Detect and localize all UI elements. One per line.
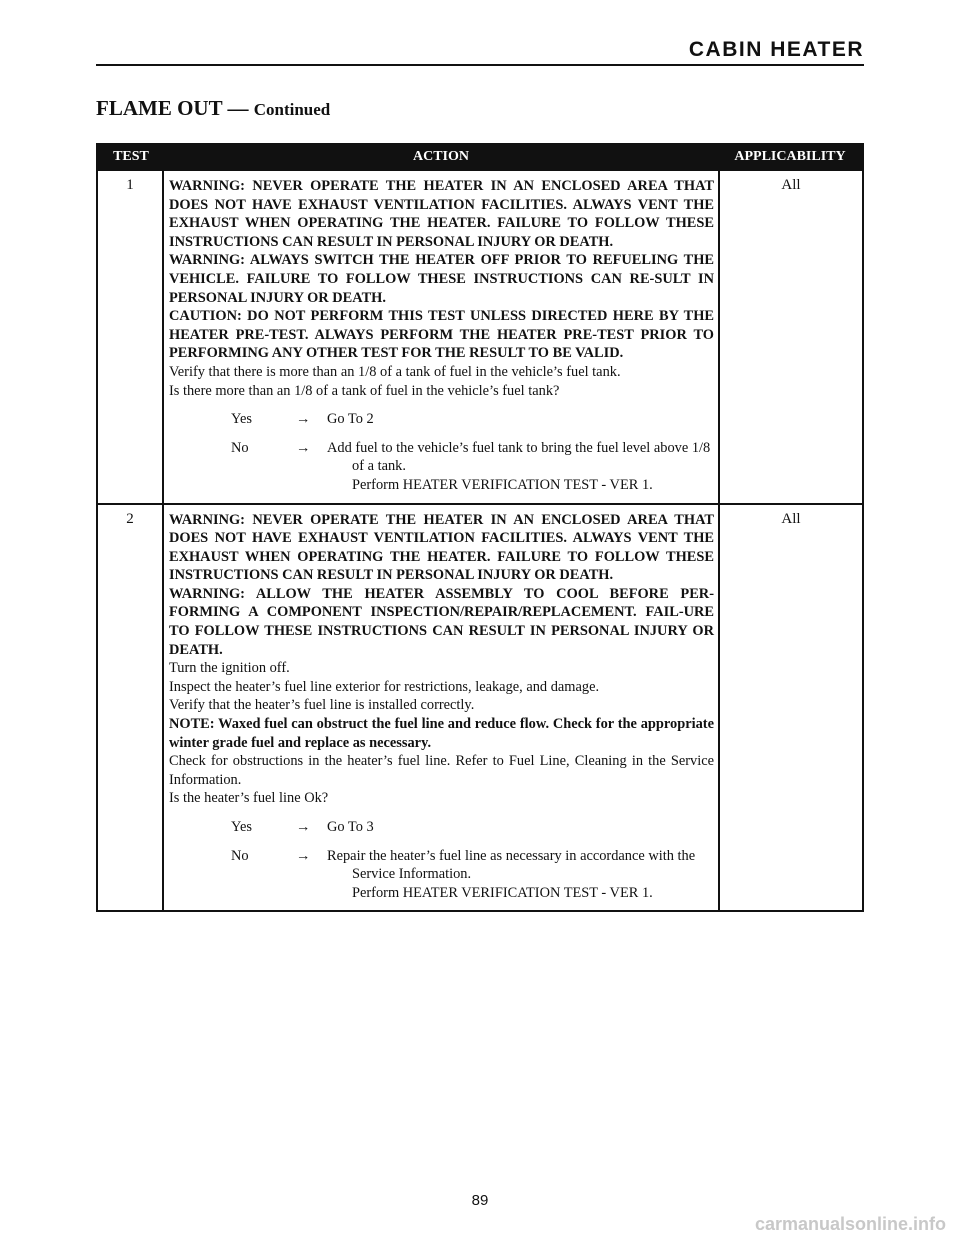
action-cell	[164, 505, 720, 911]
title-continued: Continued	[253, 100, 331, 119]
answer-result: Go To 2	[327, 411, 374, 428]
question-text: Is there more than an 1/8 of a tank of fuel in the vehicle’s fuel tank?	[169, 382, 560, 399]
answer-yes	[169, 410, 714, 429]
page-number: 89	[471, 1192, 489, 1209]
step-text: Verify that there is more than an 1/8 of a tank of fuel in the vehicle’s fuel tank.	[169, 363, 621, 380]
warning-text: WARNING: ALLOW THE HEATER ASSEMBLY TO COOL BEFORE PER-FORMING A COMPONENT INSPECTION/REPAIR/REPLACEMENT. FAIL-URE TO FOLLOW THESE INSTRUCTIONS CAN RESULT IN PERSONAL INJURY OR DEATH.	[169, 585, 714, 658]
result-line: Add fuel to the vehicle’s fuel tank to bring the fuel level above 1/8	[327, 439, 711, 456]
note-text: NOTE: Waxed fuel can obstruct the fuel line and reduce flow. Check for the appropriate winter grade fuel and replace as necessary.	[169, 716, 714, 751]
test-number: 1	[98, 171, 164, 503]
caution-text: CAUTION: DO NOT PERFORM THIS TEST UNLESS DIRECTED HERE BY THE HEATER PRE-TEST. ALWAYS PERFORM THE HEATER PRE-TEST PRIOR TO PERFORMING ANY OTHER TEST FOR THE RESULT TO BE VALID.	[169, 308, 714, 362]
answer-result: Go To 3	[327, 819, 374, 835]
watermark: carmanualsonline.info	[754, 1214, 946, 1234]
arrow-right-icon: →	[296, 439, 311, 456]
header-rule	[96, 64, 864, 66]
answer-label: Yes	[231, 411, 252, 428]
action-cell	[164, 171, 720, 503]
answer-label: No	[231, 439, 249, 456]
perform-line: Perform HEATER VERIFICATION TEST - VER 1.	[352, 884, 653, 901]
result-line: Service Information.	[352, 866, 472, 883]
answer-no	[169, 847, 714, 903]
applicability-cell: All	[781, 510, 801, 527]
question-text: Is the heater’s fuel line Ok?	[169, 790, 329, 807]
column-header-action: ACTION	[412, 149, 469, 164]
result-line: of a tank.	[352, 458, 406, 475]
answer-label: Yes	[231, 819, 252, 835]
answer-no	[169, 439, 714, 495]
warning-text: WARNING: ALWAYS SWITCH THE HEATER OFF PRIOR TO REFUELING THE VEHICLE. FAILURE TO FOLLOW THESE INSTRUCTIONS CAN RE-SULT IN PERSONAL INJURY OR DEATH.	[169, 252, 714, 306]
column-header-applicability: APPLICABILITY	[734, 149, 846, 164]
result-line: Repair the heater’s fuel line as necessary in accordance with the	[327, 847, 696, 864]
table-row	[98, 503, 862, 911]
step-text: Turn the ignition off.	[169, 660, 290, 677]
step-text: Check for obstructions in the heater’s fuel line. Refer to Fuel Line, Cleaning in the Service Information.	[169, 753, 714, 788]
title-main: FLAME OUT —	[96, 96, 249, 120]
section-header: CABIN HEATER	[688, 38, 864, 61]
answer-yes	[169, 818, 714, 837]
arrow-right-icon: →	[296, 411, 311, 428]
applicability-cell: All	[781, 177, 801, 193]
answer-result	[327, 847, 714, 903]
page-title	[96, 96, 330, 121]
arrow-right-icon: →	[296, 819, 311, 835]
step-text: Inspect the heater’s fuel line exterior for restrictions, leakage, and damage.	[169, 678, 600, 695]
table-header	[98, 145, 862, 169]
perform-line: Perform HEATER VERIFICATION TEST - VER 1.	[352, 476, 653, 493]
diagnostic-table	[96, 143, 864, 912]
arrow-right-icon: →	[296, 847, 311, 864]
warning-text: WARNING: NEVER OPERATE THE HEATER IN AN ENCLOSED AREA THAT DOES NOT HAVE EXHAUST VENTILATION FACILITIES. ALWAYS VENT THE EXHAUST WHEN OPERATING THE HEATER. FAILURE TO FOLLOW THESE INSTRUCTIONS CAN RESULT IN PERSONAL INJURY OR DEATH.	[169, 178, 714, 250]
step-text: Verify that the heater’s fuel line is installed correctly.	[169, 697, 475, 714]
table-row	[98, 169, 862, 503]
test-number: 2	[98, 505, 164, 911]
warning-text: WARNING: NEVER OPERATE THE HEATER IN AN ENCLOSED AREA THAT DOES NOT HAVE EXHAUST VENTILATION FACILITIES. ALWAYS VENT THE EXHAUST WHEN OPERATING THE HEATER. FAILURE TO FOLLOW THESE INSTRUCTIONS CAN RESULT IN PERSONAL INJURY OR DEATH.	[169, 511, 714, 584]
answer-label: No	[231, 847, 249, 864]
answer-result	[327, 439, 714, 495]
column-header-test: TEST	[113, 149, 149, 164]
